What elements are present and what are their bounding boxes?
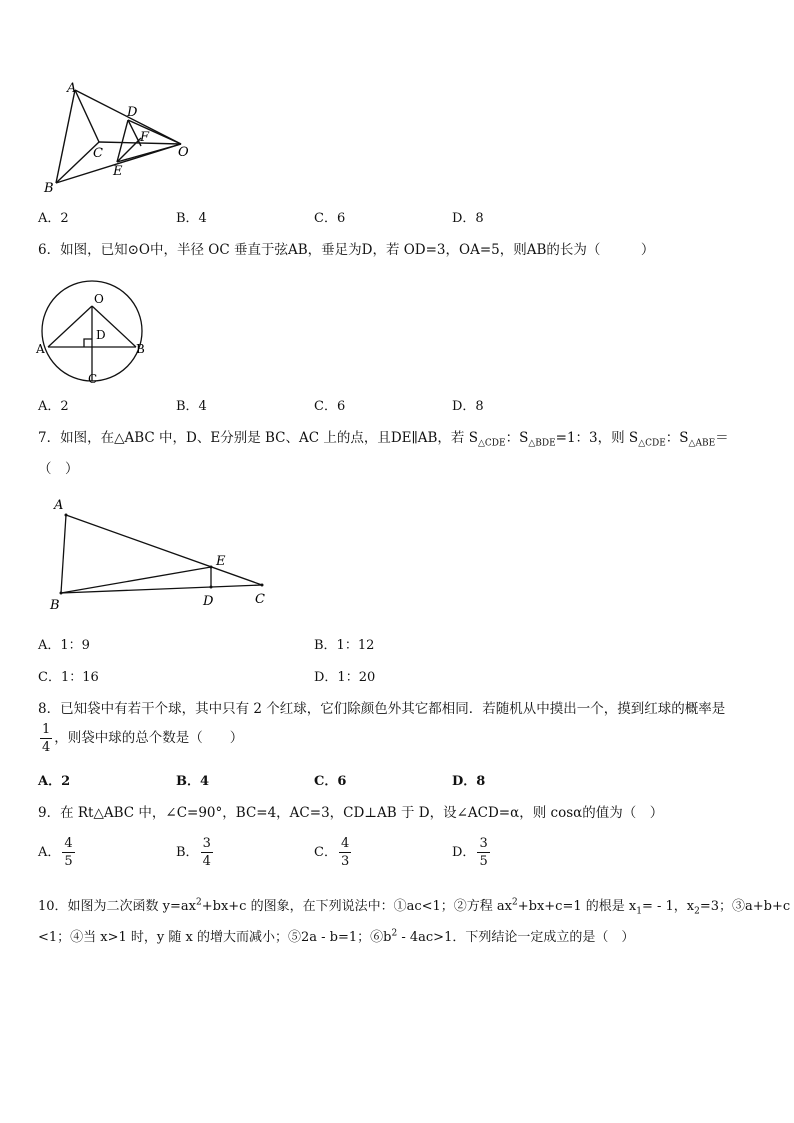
q10-question-line2: <1；④当 x>1 时，y 随 x 的增大而减小；⑤2a - b=1；$⑥b^2 - 4ac>1$．下列结论一定成立的是（ ）: [38, 928, 635, 945]
q6-label-b: B: [136, 342, 145, 356]
q6-option-b[interactable]: B．4: [176, 399, 207, 414]
q5-option-d[interactable]: D．8: [452, 211, 484, 226]
q8-option-d[interactable]: D．8: [452, 774, 486, 789]
q6-question-text: 6．如图，已知⊙O中，半径 OC 垂直于弦AB，垂足为D，若 OD=3，OA=5，则AB的长为（ ）: [38, 242, 655, 258]
q7-label-a: A: [54, 498, 64, 513]
q9-question-text: 9．在 Rt△ABC 中，∠C=90°，BC=4，AC=3，CD⊥AB 于 D，设∠ACD=α，则 cosα的值为（ ）: [38, 805, 664, 821]
q5-label-f: F: [140, 130, 150, 145]
q7-option-b[interactable]: B．1：12: [314, 638, 375, 653]
q7-label-c: C: [255, 592, 265, 607]
q6-label-o: O: [94, 292, 104, 306]
q6-option-a[interactable]: A．2: [38, 399, 69, 414]
q8-option-c[interactable]: C．6: [314, 774, 347, 789]
q6-option-c[interactable]: C．6: [314, 399, 346, 414]
q7-option-a[interactable]: A．1：9: [38, 638, 90, 653]
q8-fraction: $\frac{1}{4}$: [42, 722, 51, 755]
q10-question-line1: 10．如图为二次函数 $y=ax^2+bx+c$ 的图象，在下列说法中：①ac<1；②方程 $ax^2+bx+c=1$ 的根是 $x_1= - 1$，$x_2=3$；③a+b+c: [38, 897, 791, 917]
q5-label-o: O: [178, 145, 189, 160]
q5-label-e: E: [113, 164, 123, 179]
q5-option-c[interactable]: C．6: [314, 211, 346, 226]
q5-figure: [40, 80, 200, 196]
q5-label-b: B: [44, 181, 54, 196]
q8-question-line2: $\frac{1}{4}$ ，则袋中球的总个数是（ ）: [42, 722, 244, 755]
q6-option-d[interactable]: D．8: [452, 399, 484, 414]
q7-option-c[interactable]: C．1：16: [38, 670, 99, 685]
q6-label-d: D: [96, 328, 106, 342]
q5-label-c: C: [93, 146, 103, 161]
q5-option-a[interactable]: A．2: [38, 211, 69, 226]
q6-label-c: C: [88, 372, 98, 386]
q7-label-e: E: [216, 554, 226, 569]
q9-option-a[interactable]: A． $\frac{4}{5}$: [38, 836, 73, 869]
q5-label-d: D: [127, 105, 138, 120]
q7-label-b: B: [50, 598, 60, 613]
q5-label-a: A: [67, 81, 77, 96]
q7-label-d: D: [203, 594, 214, 609]
q7-question-line2: （ ）: [38, 461, 79, 477]
q7-option-d[interactable]: D．1：20: [314, 670, 376, 685]
q8-question-text: 8．已知袋中有若干个球，其中只有 2 个红球，它们除颜色外其它都相同．若随机从中摸出一个，摸到红球的概率是: [38, 701, 726, 717]
q7-figure: [44, 496, 274, 614]
q7-question-text: 7．如图，在△ABC 中，D、E分别是 BC、AC 上的点，且DE∥AB，若 $S_{\triangle CDE}$：$S_{\triangle BDE}=1$：3，则 $S_{\triangle CDE}$：$S_{\triangle ABE}=$: [38, 430, 729, 449]
q6-label-a: A: [36, 342, 45, 356]
q9-option-d[interactable]: D． $\frac{3}{5}$: [452, 836, 488, 869]
q8-option-b[interactable]: B．4: [176, 774, 210, 789]
q5-option-b[interactable]: B．4: [176, 211, 207, 226]
q8-option-a[interactable]: A．2: [38, 774, 71, 789]
q9-option-c[interactable]: C． $\frac{4}{3}$: [314, 836, 350, 869]
q6-figure: [34, 290, 154, 386]
q9-option-b[interactable]: B． $\frac{3}{4}$: [176, 836, 211, 869]
